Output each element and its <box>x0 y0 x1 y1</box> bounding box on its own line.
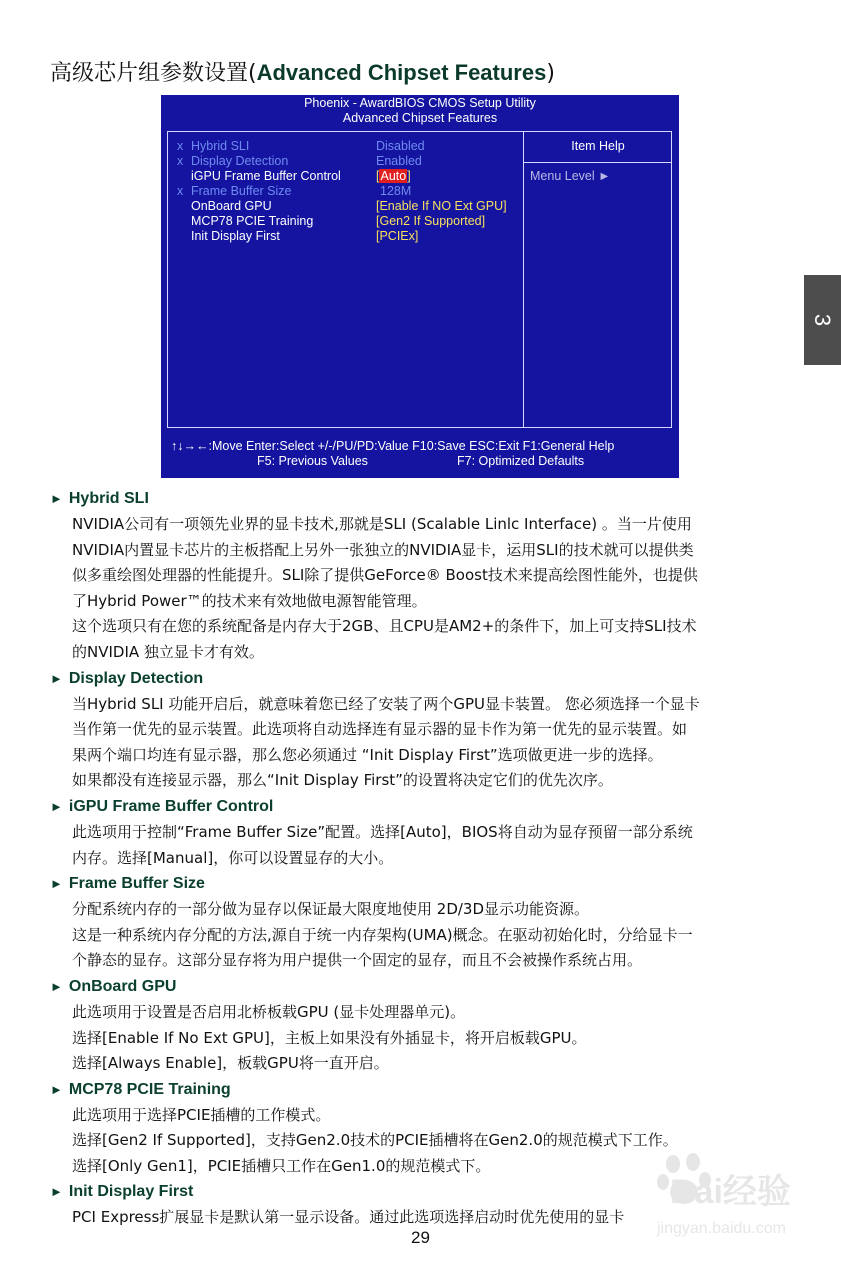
section-heading <box>50 666 790 692</box>
bios-item-value <box>376 169 411 184</box>
bios-footer <box>161 439 679 468</box>
arrow-right-icon: ► <box>50 670 63 686</box>
arrow-right-icon: ► <box>50 1081 63 1097</box>
disabled-mark: x <box>177 139 184 153</box>
bios-header-page: Advanced Chipset Features <box>342 111 498 125</box>
item-help-panel <box>523 131 672 428</box>
bios-item-label: Init Display First <box>191 229 280 243</box>
paragraph-line: 内存。选择[Manual]，你可以设置显存的大小。 <box>72 848 394 867</box>
menu-level: Menu Level ► <box>530 169 611 183</box>
paragraph-line: 的NVIDIA 独立显卡才有效。 <box>72 642 264 661</box>
bios-item-value: Enabled <box>376 154 422 168</box>
paragraph-line: 分配系统内存的一部分做为显存以保证最大限度地使用 2D/3D显示功能资源。 <box>72 900 590 919</box>
paragraph-line: 当作第一优先的显示装置。此选项将自动选择连有显示器的显卡作为第一优先的显示装置。如 <box>72 720 688 739</box>
section-heading-text: Init Display First <box>68 1183 194 1201</box>
paragraph-line: PCI Express扩展显卡是默认第一显示设备。通过此选项选择启动时优先使用的显卡 <box>72 1208 625 1227</box>
bios-key-f5: F5: Previous Values <box>257 454 368 468</box>
bios-item-list <box>167 139 523 244</box>
section-onboard-gpu <box>50 974 790 1077</box>
bios-item-value: 128M <box>380 184 412 198</box>
bios-item-label: OnBoard GPU <box>191 199 272 213</box>
bios-item-label: Frame Buffer Size <box>191 184 292 198</box>
section-heading <box>50 486 790 512</box>
document-body <box>50 486 790 1231</box>
arrow-right-icon: ► <box>50 798 63 814</box>
bios-header <box>161 95 679 126</box>
disabled-mark: x <box>177 184 184 198</box>
bios-screenshot <box>161 95 679 478</box>
paragraph-line: 选择[Only Gen1]，PCIE插槽只工作在Gen1.0的规范模式下。 <box>72 1156 491 1175</box>
title-close: ) <box>546 61 555 86</box>
section-heading <box>50 974 790 1000</box>
chapter-number: 3 <box>810 313 836 327</box>
paragraph-line: NVIDIA公司有一项领先业界的显卡技术,那就是SLI (Scalable Linlc Interface) 。当一片使用 <box>72 515 692 533</box>
section-heading-text: Hybrid SLI <box>68 490 149 507</box>
paragraph-line: NVIDIA内置显卡芯片的主板搭配上另外一张独立的NVIDIA显卡，运用SLI的技术就可以提供类 <box>72 540 694 559</box>
watermark-url: jingyan.baidu.com <box>657 1220 786 1237</box>
paragraph-line: 似多重绘图处理器的性能提升。SLI除了提供GeForce® Boost技术来提高绘图性能外，也提供 <box>72 566 698 585</box>
section-heading <box>50 1077 790 1103</box>
section-heading-text: Frame Buffer Size <box>68 875 205 893</box>
arrow-right-icon: ► <box>50 876 63 892</box>
section-hybrid-sli <box>50 486 790 666</box>
bracket-open: [ <box>376 169 380 183</box>
bios-item-label: MCP78 PCIE Training <box>191 214 314 228</box>
disabled-mark: x <box>177 154 184 168</box>
paragraph-line: 如果都没有连接显示器，那么“Init Display First”的设置将决定它们的优先次序。 <box>72 771 613 790</box>
paragraph-line: 个静态的显存。这部分显存将为用户提供一个固定的显存，而且不会被操作系统占用。 <box>72 951 643 970</box>
arrow-right-icon: ► <box>50 978 63 994</box>
paragraph-line: 果两个端口均连有显示器，那么您必须通过 “Init Display First”选项做更进一步的选择。 <box>72 745 663 764</box>
bios-item-frame-buffer-size[interactable] <box>167 184 523 199</box>
selected-value[interactable]: Auto <box>380 169 407 183</box>
section-heading-text: iGPU Frame Buffer Control <box>68 797 274 815</box>
page-title <box>50 56 555 87</box>
watermark-brand: Bai经验 <box>670 1173 791 1211</box>
paragraph-line: 选择[Enable If No Ext GPU]，主板上如果没有外插显卡，将开启板载GPU。 <box>72 1028 587 1047</box>
paragraph-line: 此选项用于设置是否启用北桥板载GPU (显卡处理器单元)。 <box>72 1002 466 1021</box>
title-zh: 高级芯片组参数设置( <box>50 61 257 86</box>
section-frame-buffer-size <box>50 871 790 974</box>
paragraph-line: 这是一种系统内存分配的方法,源自于统一内存架构(UMA)概念。在驱动初始化时，分给显卡一 <box>72 925 693 944</box>
bios-item-igpu-frame-buffer-control[interactable] <box>167 169 523 184</box>
section-heading-text: MCP78 PCIE Training <box>68 1080 231 1098</box>
arrow-right-icon: ► <box>50 1184 63 1200</box>
chapter-tab <box>804 275 841 365</box>
bios-item-value: Disabled <box>376 139 425 153</box>
paragraph-line: 选择[Always Enable]，板载GPU将一直开启。 <box>72 1054 389 1073</box>
bios-key-help: ↑↓→←:Move Enter:Select +/-/PU/PD:Value F10:Save ESC:Exit F1:General Help <box>171 439 615 453</box>
bios-item-value: [Gen2 If Supported] <box>376 214 486 228</box>
section-heading-text: OnBoard GPU <box>68 977 177 995</box>
bios-item-init-display-first[interactable] <box>167 229 523 244</box>
section-display-detection <box>50 666 790 794</box>
paragraph-line: 这个选项只有在您的系统配备是内存大于2GB、且CPU是AM2+的条件下，加上可支持SLI技术 <box>72 617 697 636</box>
bios-item-label: iGPU Frame Buffer Control <box>191 169 341 183</box>
page-number: 29 <box>411 1228 430 1247</box>
paragraph-line: 了Hybrid Power™的技术来有效地做电源智能管理。 <box>72 591 427 610</box>
paragraph-line: 此选项用于选择PCIE插槽的工作模式。 <box>72 1105 331 1124</box>
bios-key-f7: F7: Optimized Defaults <box>457 454 585 468</box>
section-igpu-frame-buffer-control <box>50 794 790 871</box>
bios-item-mcp78-pcie-training[interactable] <box>167 214 523 229</box>
bios-item-label: Hybrid SLI <box>191 139 250 153</box>
bracket-close: ] <box>407 169 411 183</box>
section-heading-text: Display Detection <box>68 669 204 687</box>
section-heading <box>50 871 790 897</box>
bios-item-hybrid-sli[interactable] <box>167 139 523 154</box>
bios-item-value: [PCIEx] <box>376 229 419 243</box>
section-heading <box>50 794 790 820</box>
bios-header-utility: Phoenix - AwardBIOS CMOS Setup Utility <box>304 96 536 110</box>
arrow-right-icon: ► <box>50 491 63 506</box>
item-help-title: Item Help <box>524 131 672 163</box>
paragraph-line: 当Hybrid SLI 功能开启后，就意味着您已经了安装了两个GPU显卡装置。 您必须选择一个显卡 <box>72 694 700 713</box>
paragraph-line: 此选项用于控制“Frame Buffer Size”配置。选择[Auto]，BIOS将自动为显存预留一部分系统 <box>72 822 693 841</box>
bios-item-value: [Enable If NO Ext GPU] <box>376 199 507 213</box>
bios-item-display-detection[interactable] <box>167 154 523 169</box>
title-en: Advanced Chipset Features <box>256 60 547 85</box>
paragraph-line: 选择[Gen2 If Supported]，支持Gen2.0技术的PCIE插槽将在Gen2.0的规范模式下工作。 <box>72 1131 678 1150</box>
bios-item-onboard-gpu[interactable] <box>167 199 523 214</box>
bios-item-label: Display Detection <box>191 154 289 168</box>
